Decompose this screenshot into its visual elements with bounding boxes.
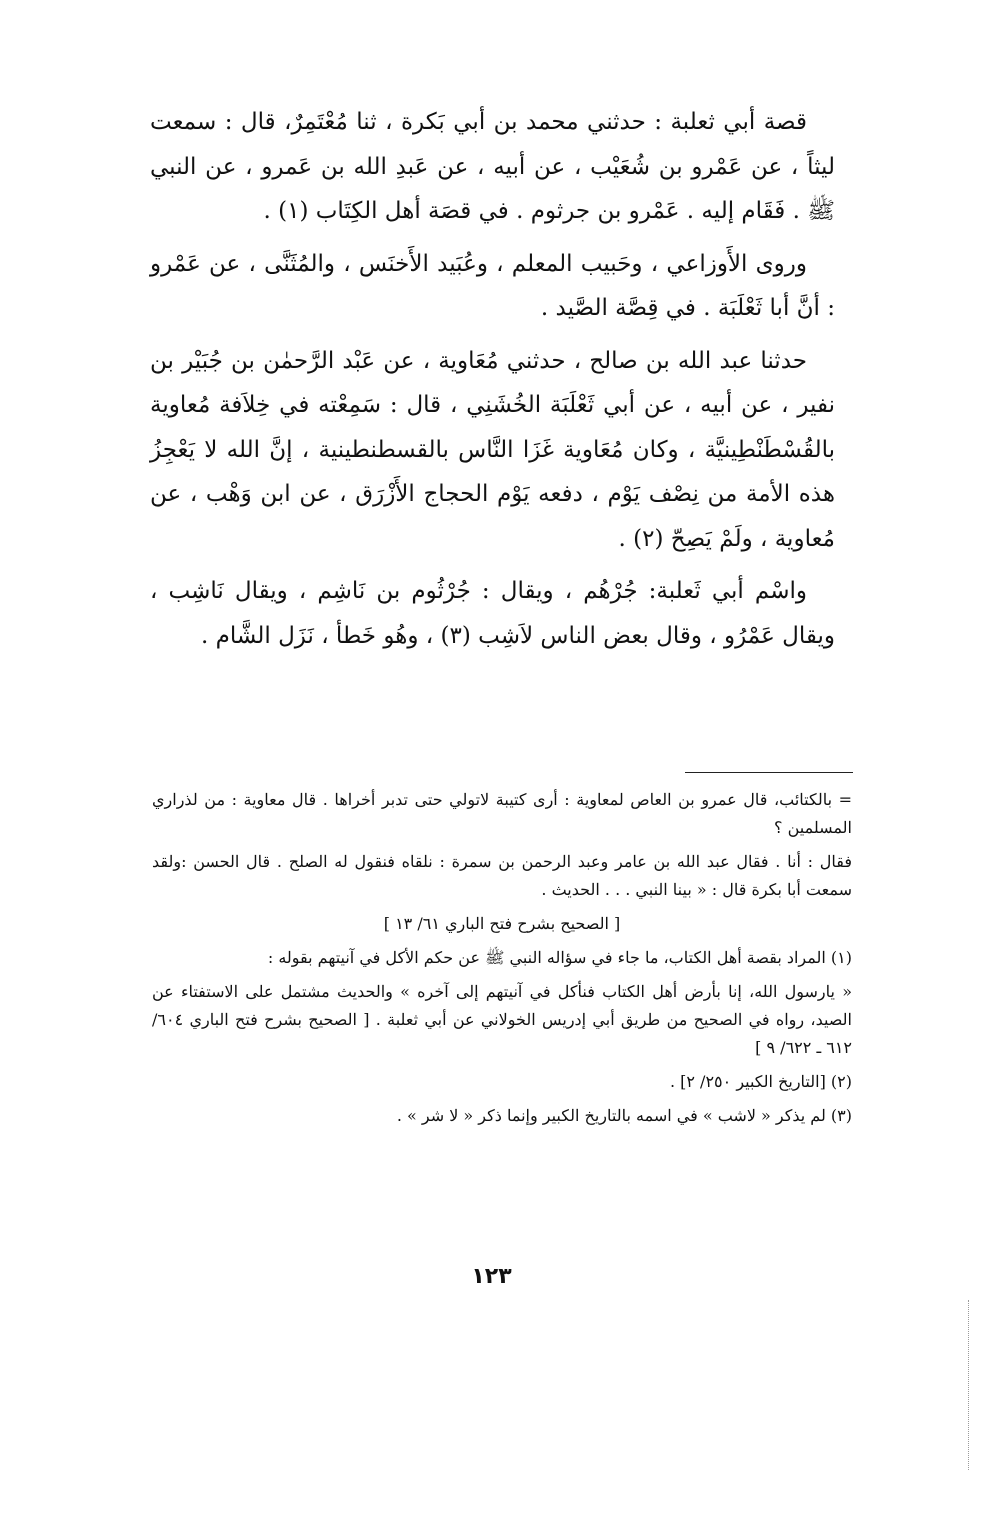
footnote-2: (٢) [التاريخ الكبير ٢٥٠/ ٢] . [669,1072,852,1091]
footnote-separator [685,772,853,773]
footnote-1-part-a: (١) المراد بقصة أهل الكتاب، ما جاء في سؤاله النبي ﷺ عن حكم الأكل في آنيتهم بقوله : [267,948,852,967]
paragraph-name-of-abi-thalaba: واسْم أبي ثَعلبة: جُرْهُم ، ويقال : جُرْثُوم بن نَاشِم ، ويقال نَاشِب ، ويقال عَمْرُو ، وقال بعض الناس لاَشِب (٣) ، وهُو خَطأ ، نَزَل الشَّام . [150,578,835,649]
footnote-reference-fath-albari: [ الصحيح بشرح فتح الباري ٦١/ ١٣ ] [383,914,621,933]
footnote-continued-1: = بالكتائب، قال عمرو بن العاص لمعاوية : أرى كتيبة لاتولي حتى تدبر أخراها . قال معاوية : من لذراري المسلمين ؟ [152,790,852,837]
footnote-1-part-b: « يارسول الله، إنا بأرض أهل الكتاب فنأكل في آنيتهم إلى آخره » والحديث مشتمل على الاستفتاء عن الصيد، رواه في الصحيح من طريق أبي إدريس الخولاني عن أبي ثعلبة . [ الصحيح بشرح فتح الباري ٦٠٤/ ٦١٢ ـ ٦٢٢/ ٩ ] [152,982,853,1057]
footnotes-block [152,786,852,1136]
footnote-continued-2: فقال : أنا . فقال عبد الله بن عامر وعبد الرحمن بن سمرة : نلقاه فنقول له الصلح . قال الحسن :ولقد سمعت أبا بكرة قال : « بينا النبي . . . الحديث . [152,852,852,899]
footnote-3: (٣) لم يذكر « لاشب » في اسمه بالتاريخ الكبير وإنما ذكر « لا شر » . [396,1106,852,1125]
main-text-block [150,100,835,666]
scan-edge-dots [968,1300,969,1470]
page-number: ١٢٣ [471,1264,512,1289]
paragraph-abdullah-salih-narration: حدثنا عبد الله بن صالح ، حدثني مُعَاوية ، عن عَبْد الرَّحمٰن بن جُبَيْر بن نفير ، عن أبيه ، عن أبي ثَعْلَبَة الخُشَنِي ، قال : سَمِعْته في خِلاَفة مُعاوية بالقُسْطَنْطِينيَّة ، وكان مُعَاوية غَزَا النَّاس بالقسطنطينية ، إنَّ الله لا يَعْجِزُ هذه الأمة من نِصْف يَوْم ، دفعه يَوْم الحجاج الأَزْرَق ، عن ابن وَهْب ، عن مُعاوية ، ولَمْ يَصِحّ (٢) . [150,347,835,552]
paragraph-abi-thalaba-story: قصة أبي ثعلبة : حدثني محمد بن أبي بَكرة ، ثنا مُعْتَمِرٌ، قال : سمعت ليثاً ، عن عَمْرو بن شُعَيْب ، عن أبيه ، عن عَبدِ الله بن عَمرو ، عن النبي ﷺ . فَقَام إليه . عَمْرو بن جرثوم . في قصَة أهل الكِتَاب (١) . [150,109,835,224]
paragraph-awzai-narration: وروى الأَوزاعي ، وحَبيب المعلم ، وعُبَيد الأَخنَس ، والمُثَنَّى ، عن عَمْرو : أنَّ أبا ثَعْلَبَة . في قِصَّة الصَّيد . [150,250,835,321]
